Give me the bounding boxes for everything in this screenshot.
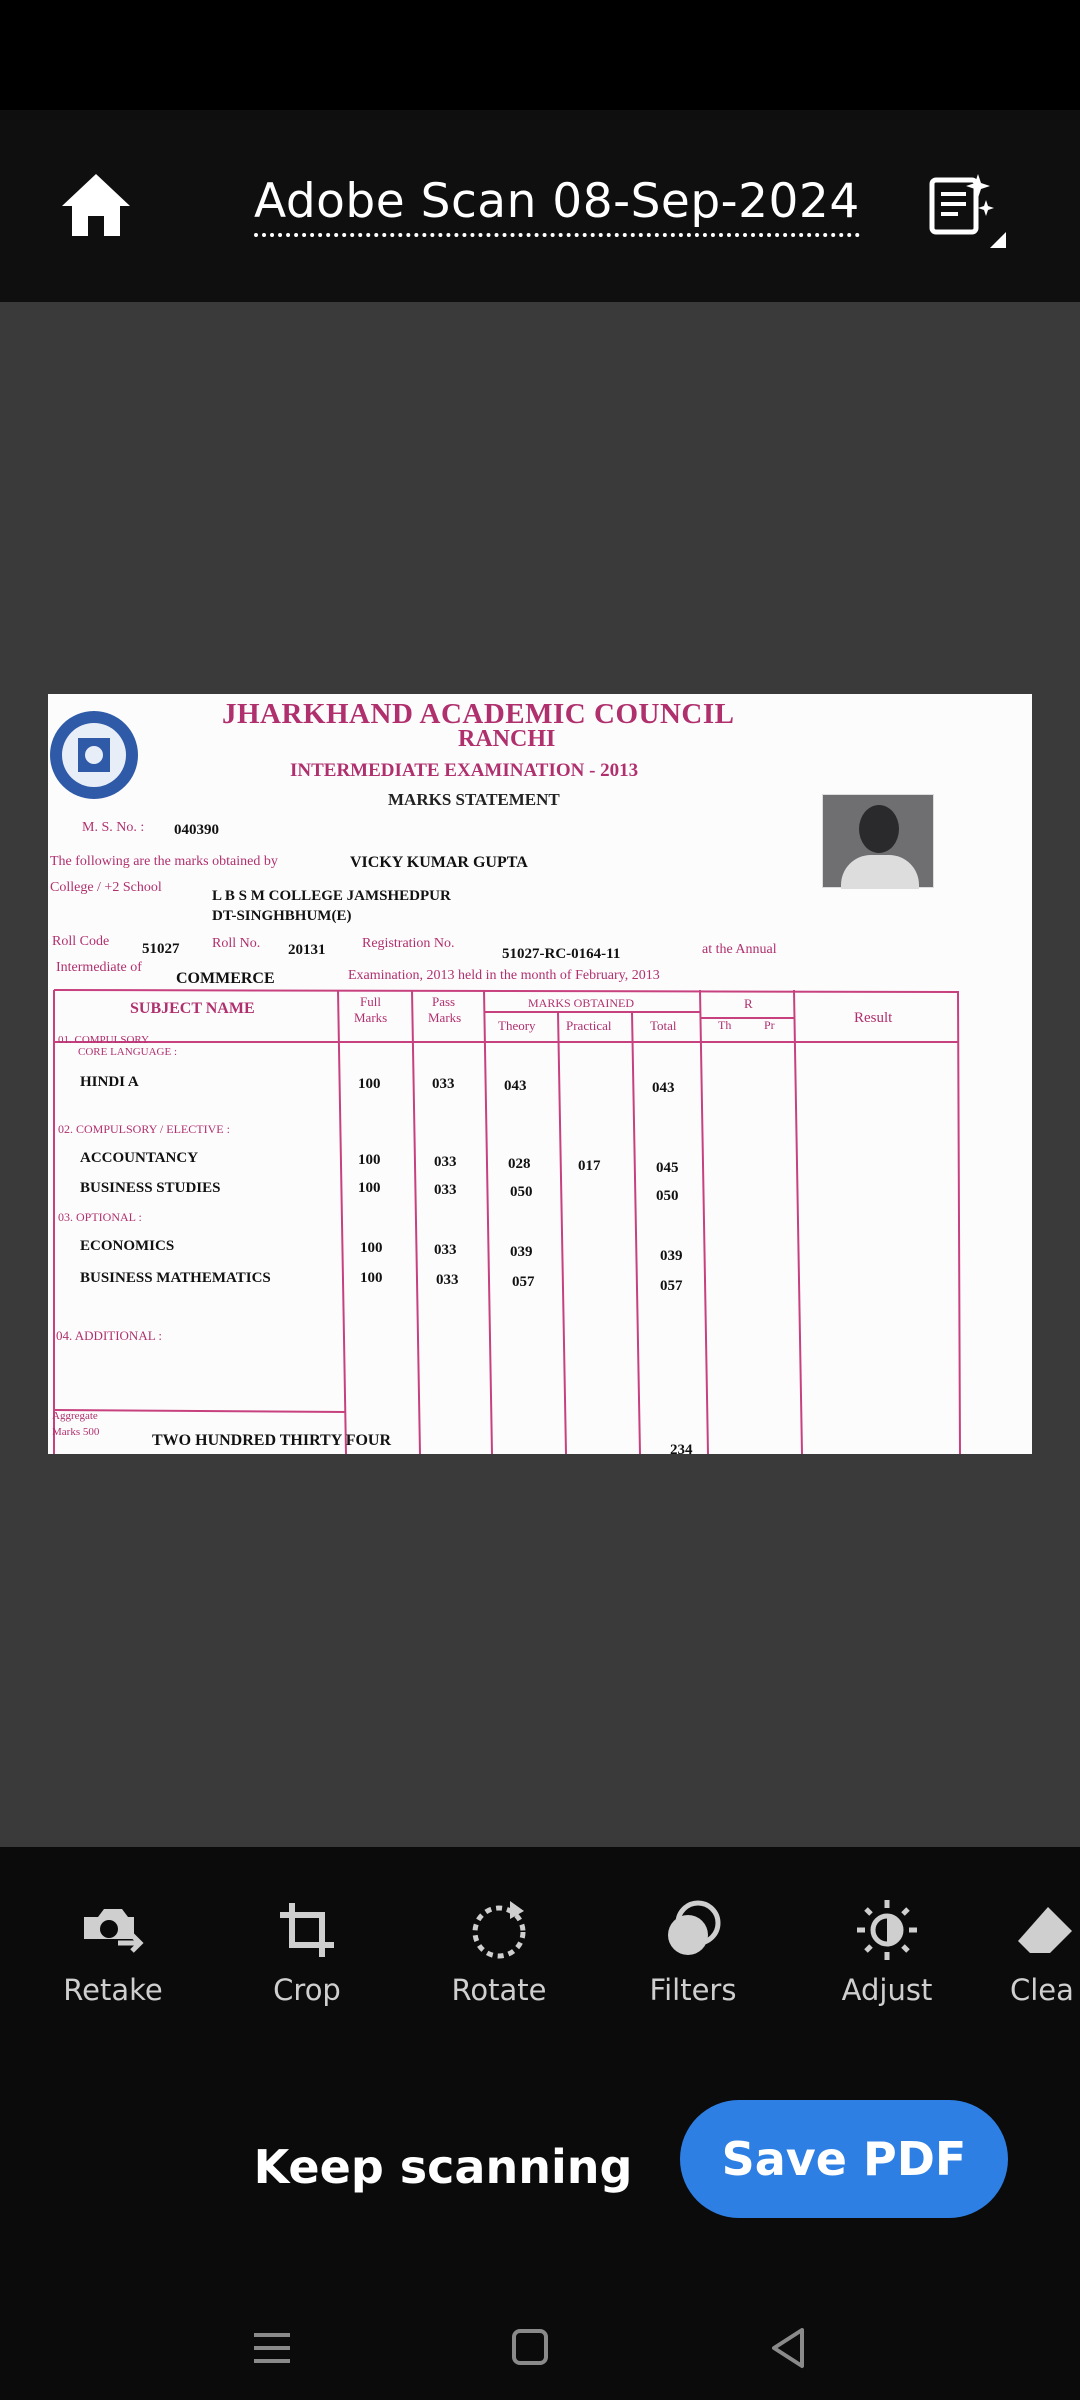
system-nav-bar — [0, 2290, 1080, 2400]
col-full: Full — [360, 994, 381, 1009]
section-optional: 03. OPTIONAL : — [58, 1210, 142, 1224]
registration-no: 51027-RC-0164-11 — [502, 946, 621, 962]
menu-icon[interactable] — [242, 2318, 302, 2378]
section-additional: 04. ADDITIONAL : — [56, 1328, 163, 1343]
row-subject: ACCOUNTANCY — [80, 1150, 199, 1166]
registration-label: Registration No. — [362, 936, 455, 951]
section-elective: 02. COMPULSORY / ELECTIVE : — [58, 1122, 230, 1136]
intermediate-label: Intermediate of — [56, 960, 142, 975]
row-subject: BUSINESS MATHEMATICS — [80, 1270, 271, 1286]
filters-label: Filters — [649, 1973, 737, 2007]
row-practical: 017 — [578, 1158, 601, 1174]
scanned-page[interactable] — [48, 694, 1032, 1454]
annual-label: at the Annual — [702, 942, 777, 957]
save-pdf-button[interactable]: Save PDF — [680, 2100, 1008, 2218]
crop-button[interactable] — [222, 1899, 392, 2007]
back-icon[interactable] — [758, 2318, 818, 2378]
following-label: The following are the marks obtained by — [50, 854, 278, 869]
exam-title: INTERMEDIATE EXAMINATION - 2013 — [290, 760, 639, 781]
eraser-icon — [1010, 1899, 1080, 1961]
status-bar — [0, 0, 1080, 110]
col-full-marks: Marks — [354, 1010, 388, 1025]
col-pass: Pass — [432, 994, 456, 1009]
row-subject: BUSINESS STUDIES — [80, 1180, 221, 1196]
district: DT-SINGHBHUM(E) — [212, 908, 352, 924]
keep-scanning-button[interactable]: Keep scanning — [253, 2140, 633, 2194]
ms-number: 040390 — [174, 822, 219, 838]
college-label: College / +2 School — [50, 880, 162, 895]
row-total: 039 — [660, 1248, 683, 1264]
filters-button[interactable] — [608, 1899, 778, 2007]
held-text: Examination, 2013 held in the month of February, 2013 — [348, 968, 660, 983]
row-theory: 043 — [504, 1078, 527, 1094]
retake-camera-icon — [78, 1899, 148, 1961]
col-pr: Pr — [764, 1018, 775, 1032]
home-button[interactable] — [58, 170, 134, 240]
adjust-icon — [854, 1899, 920, 1961]
row-pass: 033 — [434, 1154, 457, 1170]
roll-no-label: Roll No. — [212, 936, 261, 951]
section-compulsory: 01. COMPULSORY — [58, 1034, 150, 1046]
cleanup-button[interactable] — [1010, 1899, 1080, 2007]
document-title[interactable]: Adobe Scan 08-Sep-2024 — [254, 174, 860, 237]
col-th: Th — [718, 1018, 732, 1032]
col-theory: Theory — [498, 1018, 536, 1033]
ms-label: M. S. No. : — [82, 820, 145, 835]
statement-title: MARKS STATEMENT — [388, 790, 560, 809]
section-core: CORE LANGUAGE : — [78, 1046, 177, 1058]
crop-icon — [276, 1899, 338, 1961]
stream: COMMERCE — [176, 970, 275, 987]
ai-assistant-button[interactable] — [926, 170, 1006, 250]
retake-button[interactable] — [28, 1899, 198, 2007]
crop-label: Crop — [273, 1973, 341, 2007]
row-total: 050 — [656, 1188, 679, 1204]
roll-code-label: Roll Code — [52, 934, 110, 949]
row-pass: 033 — [434, 1182, 457, 1198]
col-marks-obtained: MARKS OBTAINED — [528, 996, 635, 1010]
council-city: RANCHI — [458, 726, 556, 752]
col-total: Total — [650, 1018, 677, 1033]
marks-table-grid — [48, 694, 1032, 1454]
row-total: 057 — [660, 1278, 683, 1294]
roll-no: 20131 — [288, 942, 326, 958]
home-icon — [58, 170, 134, 240]
row-pass: 033 — [432, 1076, 455, 1092]
row-full: 100 — [360, 1240, 383, 1256]
council-name: JHARKHAND ACADEMIC COUNCIL — [222, 698, 735, 730]
aggregate-label: Aggregate — [52, 1410, 98, 1422]
row-theory: 039 — [510, 1244, 533, 1260]
rotate-label: Rotate — [451, 1973, 547, 2007]
aggregate-marks-label: Marks 500 — [52, 1426, 100, 1438]
col-r: R — [744, 996, 753, 1011]
col-result: Result — [854, 1010, 893, 1026]
row-full: 100 — [358, 1076, 381, 1092]
adjust-label: Adjust — [841, 1973, 933, 2007]
college-name: L B S M COLLEGE JAMSHEDPUR — [212, 888, 451, 904]
cleanup-label: Clea — [1010, 1973, 1074, 2007]
ai-assistant-icon — [926, 170, 1006, 250]
rotate-button[interactable] — [414, 1899, 584, 2007]
scan-canvas — [0, 302, 1080, 1847]
filters-icon — [662, 1899, 724, 1961]
row-pass: 033 — [436, 1272, 459, 1288]
col-pass-marks: Marks — [428, 1010, 462, 1025]
app-header — [0, 110, 1080, 302]
col-subject: SUBJECT NAME — [130, 1000, 255, 1017]
col-practical: Practical — [566, 1018, 612, 1033]
home-nav-icon[interactable] — [500, 2318, 560, 2378]
adjust-button[interactable] — [802, 1899, 972, 2007]
aggregate-total: 234 — [670, 1442, 693, 1454]
row-total: 045 — [656, 1160, 679, 1176]
row-theory: 028 — [508, 1156, 531, 1172]
row-theory: 050 — [510, 1184, 533, 1200]
retake-label: Retake — [63, 1973, 163, 2007]
row-total: 043 — [652, 1080, 675, 1096]
row-subject: ECONOMICS — [80, 1238, 175, 1254]
row-full: 100 — [360, 1270, 383, 1286]
row-full: 100 — [358, 1180, 381, 1196]
aggregate-words: TWO HUNDRED THIRTY FOUR — [152, 1432, 392, 1449]
roll-code: 51027 — [142, 941, 180, 957]
row-full: 100 — [358, 1152, 381, 1168]
student-name: VICKY KUMAR GUPTA — [350, 854, 528, 871]
rotate-icon — [468, 1899, 530, 1961]
row-theory: 057 — [512, 1274, 535, 1290]
row-pass: 033 — [434, 1242, 457, 1258]
row-subject: HINDI A — [80, 1074, 139, 1090]
